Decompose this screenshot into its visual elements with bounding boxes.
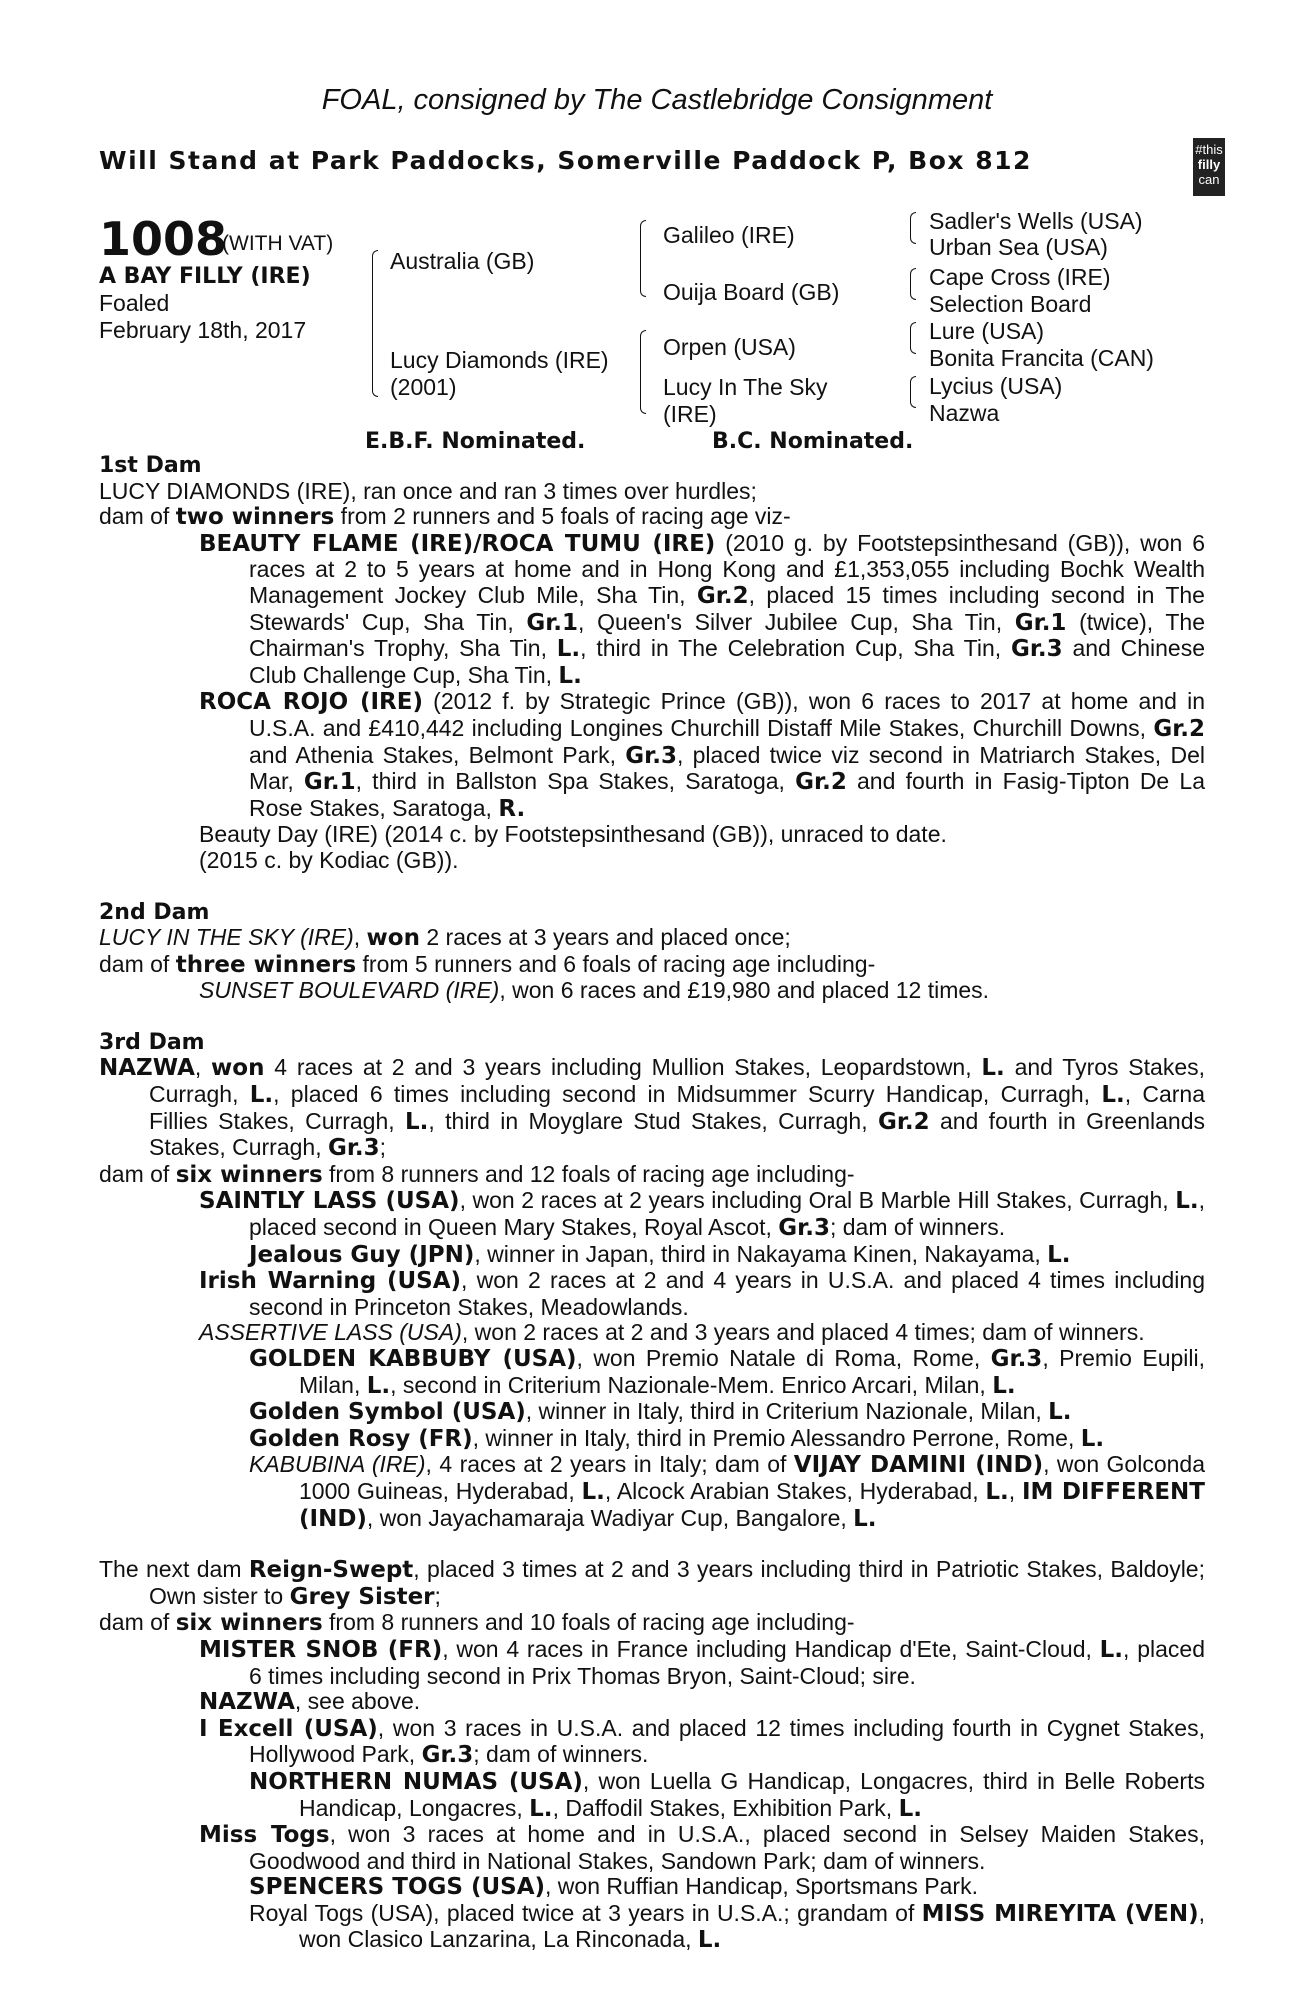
foaled-label: Foaled (99, 290, 170, 316)
pedigree-ddd: Nazwa (929, 400, 1000, 426)
produce-golden-rosy: Golden Rosy (FR), winner in Italy, third in Premio Alessandro Perrone, Rome, L. (249, 1424, 1105, 1452)
pedigree-brace-dam (640, 330, 646, 414)
vat-note: (WITH VAT) (222, 232, 334, 255)
first-dam-summary: LUCY DIAMONDS (IRE), ran once and ran 3 times over hurdles; (99, 477, 757, 504)
produce-golden-symbol: Golden Symbol (USA), winner in Italy, third in Criterium Nazionale, Milan, L. (249, 1398, 1072, 1426)
catalogue-body (99, 452, 1205, 1954)
third-dam-produce: dam of six winners from 8 runners and 12 foals of racing age including- (99, 1160, 855, 1188)
pedigree-dam: Lucy Diamonds (IRE) (390, 347, 609, 373)
second-dam-summary: LUCY IN THE SKY (IRE), won 2 races at 3 years and placed once; (99, 924, 791, 952)
produce-irish-warning: Irish Warning (USA), won 2 races at 2 and 4 years in U.S.A. and placed 4 times including second in Princeton Stakes, Meadowlands. (199, 1267, 1205, 1320)
pedigree-brace-sire (640, 220, 646, 297)
next-dam-produce: dam of six winners from 8 runners and 10 foals of racing age including- (99, 1609, 855, 1637)
produce-golden-kabbuby: GOLDEN KABBUBY (USA), won Premio Natale di Roma, Rome, Gr.3, Premio Eupili, Milan, L., second in Criterium Nazionale-Mem. Enrico Arcari, Milan, L. (249, 1345, 1205, 1399)
produce-saintly-lass: SAINTLY LASS (USA), won 2 races at 2 years including Oral B Marble Hill Stakes, Curragh, L., placed second in Queen Mary Stakes, Royal Ascot, Gr.3; dam of winners. (199, 1187, 1205, 1242)
first-dam-heading: 1st Dam (99, 453, 202, 478)
produce-sunset-boulevard: SUNSET BOULEVARD (IRE), won 6 races and £19,980 and placed 12 times. (199, 977, 990, 1004)
produce-assertive-lass: ASSERTIVE LASS (USA), won 2 races at 2 and 3 years and placed 4 times; dam of winners. (199, 1319, 1145, 1346)
produce-royal-togs: Royal Togs (USA), placed twice at 3 years in U.S.A.; grandam of MISS MIREYITA (VEN), won Clasico Lanzarina, La Rinconada, L. (249, 1899, 1206, 1954)
foaled-date: February 18th, 2017 (99, 317, 307, 343)
pedigree-dam-year: (2001) (390, 374, 457, 400)
produce-beauty-day: Beauty Day (IRE) (2014 c. by Footstepsinthesand (GB)), unraced to date. (199, 821, 947, 848)
pedigree-sdd: Selection Board (929, 291, 1092, 317)
pedigree-sire-sire: Galileo (IRE) (663, 222, 795, 248)
pedigree-brace-ds (910, 322, 916, 354)
pedigree-dsd: Bonita Francita (CAN) (929, 345, 1154, 371)
horse-name: A BAY FILLY (IRE) (99, 264, 311, 289)
produce-mister-snob: MISTER SNOB (FR), won 4 races in France including Handicap d'Ete, Saint-Cloud, L., placed 6 times including second in Prix Thomas Bryon, Saint-Cloud; sire. (199, 1635, 1205, 1689)
pedigree-sds: Cape Cross (IRE) (929, 264, 1111, 290)
produce-2015: (2015 c. by Kodiac (GB)). (199, 846, 459, 873)
badge-line-1: #this (1195, 142, 1223, 157)
pedigree-ssd: Urban Sea (USA) (929, 234, 1108, 260)
second-dam-produce: dam of three winners from 5 runners and 6 foals of racing age including- (99, 950, 876, 978)
produce-northern-numas: NORTHERN NUMAS (USA), won Luella G Handicap, Longacres, third in Belle Roberts Handicap, Longacres, L., Daffodil Stakes, Exhibition Park, L. (249, 1767, 1205, 1822)
produce-beauty-flame: BEAUTY FLAME (IRE)/ROCA TUMU (IRE) (2010 g. by Footstepsinthesand (GB)), won 6 races at 2 to 5 years at home and in Hong Kong and £1,353,055 including Bochk Wealth Management Jockey Club Mile, Sha Tin, Gr.2, placed 15 times including second in The Stewards' Cup, Sha Tin, Gr.1, Queen's Silver Jubilee Cup, Sha Tin, Gr.1 (twice), The Chairman's Trophy, Sha Tin, L., third in The Celebration Cup, Sha Tin, Gr.3 and Chinese Club Challenge Cup, Sha Tin, L. (199, 529, 1206, 689)
next-dam-summary: The next dam Reign-Swept, placed 3 times at 2 and 3 years including third in Patriotic Stakes, Baldoyle; Own sister to Grey Sister; (99, 1556, 1205, 1610)
pedigree-dam-sire: Orpen (USA) (663, 334, 796, 360)
pedigree-dss: Lure (USA) (929, 318, 1045, 344)
badge-line-2: filly (1197, 157, 1221, 172)
produce-jealous-guy: Jealous Guy (JPN), winner in Japan, third in Nakayama Kinen, Nakayama, L. (249, 1240, 1071, 1268)
pedigree-brace-gen1 (372, 250, 378, 397)
pedigree-brace-dd (910, 376, 916, 408)
produce-i-excell: I Excell (USA), won 3 races in U.S.A. and placed 12 times including fourth in Cygnet Stakes, Hollywood Park, Gr.3; dam of winners. (199, 1714, 1205, 1769)
badge-line-3: can (1198, 172, 1220, 187)
bc-nomination: B.C. Nominated. (712, 429, 914, 454)
filly-badge-logo (1193, 138, 1225, 196)
pedigree-dam-dam: Lucy In The Sky (663, 374, 828, 400)
lot-number: 1008 (99, 212, 228, 266)
third-dam-heading: 3rd Dam (99, 1029, 205, 1055)
produce-kabubina: KABUBINA (IRE), 4 races at 2 years in Italy; dam of VIJAY DAMINI (IND), won Golconda 1000 Guineas, Hyderabad, L., Alcock Arabian Stakes, Hyderabad, L., IM DIFFERENT (IND), won Jayachamaraja Wadiyar Cup, Bangalore, L. (249, 1451, 1205, 1532)
pedigree-sire: Australia (GB) (390, 248, 535, 274)
produce-spencers-togs: SPENCERS TOGS (USA), won Ruffian Handicap, Sportsmans Park. (249, 1873, 978, 1901)
pedigree-brace-ss (910, 212, 916, 244)
third-dam-summary: NAZWA, won 4 races at 2 and 3 years including Mullion Stakes, Leopardstown, L. and Tyros Stakes, Curragh, L., placed 6 times including second in Midsummer Scurry Handicap, Curragh, L., Carna Fillies Stakes, Curragh, L., third in Moyglare Stud Stakes, Curragh, Gr.2 and fourth in Greenlands Stakes, Curragh, Gr.3; (99, 1054, 1206, 1162)
ebf-nomination: E.B.F. Nominated. (365, 429, 586, 454)
produce-nazwa: NAZWA, see above. (199, 1688, 421, 1716)
produce-miss-togs: Miss Togs, won 3 races at home and in U.S.A., placed second in Selsey Maiden Stakes, Goodwood and third in National Stakes, Sandown Park; dam of winners. (199, 1821, 1205, 1874)
pedigree-sire-dam: Ouija Board (GB) (663, 279, 840, 305)
pedigree-dds: Lycius (USA) (929, 373, 1063, 399)
stand-location: Will Stand at Park Paddocks, Somerville Paddock P, Box 812 (99, 146, 1032, 175)
pedigree-brace-sd (910, 268, 916, 300)
second-dam-heading: 2nd Dam (99, 899, 210, 925)
pedigree-dam-dam-2: (IRE) (663, 401, 717, 427)
first-dam-produce: dam of two winners from 2 runners and 5 foals of racing age viz- (99, 503, 791, 531)
consignment-line: FOAL, consigned by The Castlebridge Consignment (321, 84, 993, 116)
pedigree-sss: Sadler's Wells (USA) (929, 208, 1143, 234)
produce-roca-rojo: ROCA ROJO (IRE) (2012 f. by Strategic Prince (GB)), won 6 races to 2017 at home and in U.S.A. and £410,442 including Longines Churchill Distaff Mile Stakes, Churchill Downs, Gr.2 and Athenia Stakes, Belmont Park, Gr.3, placed twice viz second in Matriarch Stakes, Del Mar, Gr.1, third in Ballston Spa Stakes, Saratoga, Gr.2 and fourth in Fasig-Tipton De La Rose Stakes, Saratoga, R. (199, 688, 1205, 822)
